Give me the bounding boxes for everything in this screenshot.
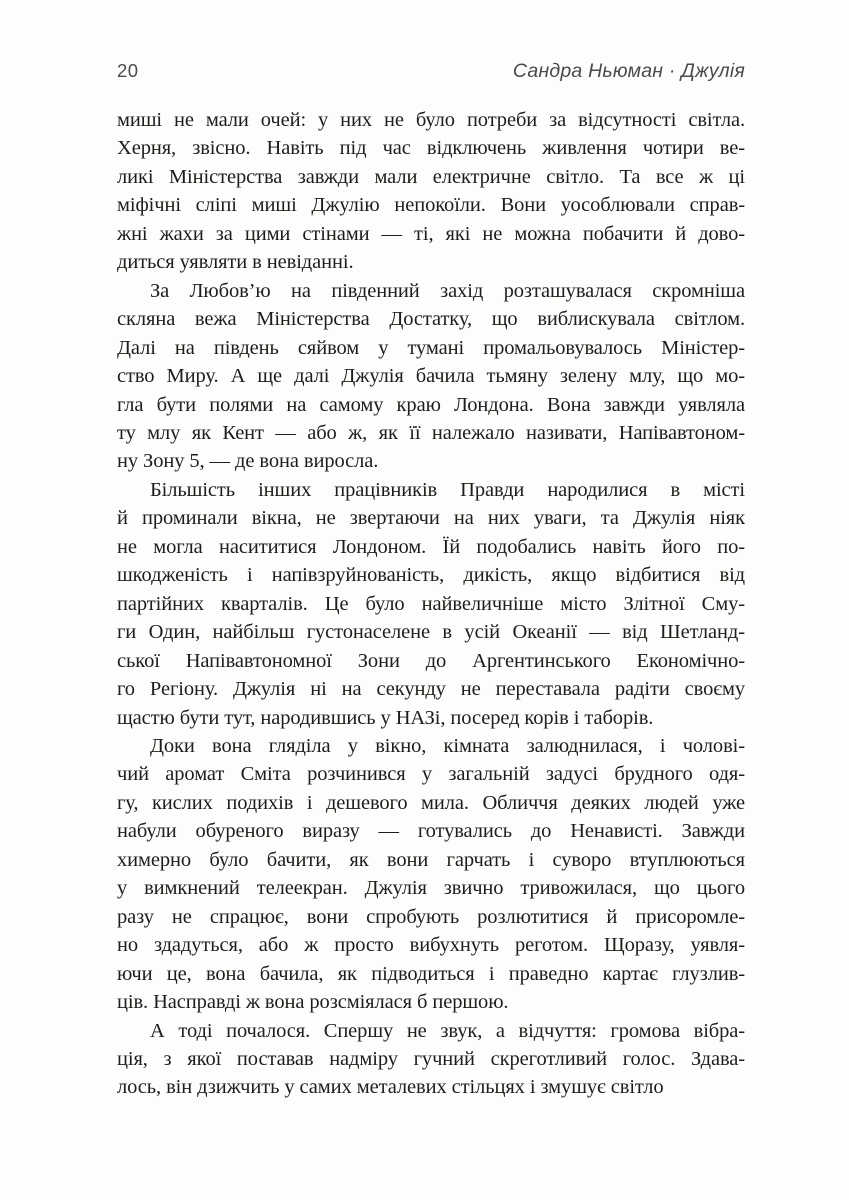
text-line: Більшість інших працівників Правди народилися в місті [150,478,745,501]
paragraph [117,106,745,277]
paragraph [117,277,745,476]
text-line: у вимкнений телеекран. Джулія звично тривожилася, що цього [117,877,745,900]
text-block [117,106,745,1102]
text-line: міфічні сліпі миші Джулію непокоїли. Вони уособлювали справ- [117,194,745,217]
text-line: но здадуться, або ж просто вибухнуть реготом. Щоразу, уявля- [117,934,745,957]
text-line: химерно було бачити, як вони гарчать і суворо втуплюються [117,848,745,871]
text-line: ство Миру. А ще далі Джулія бачила тьмяну зелену млу, що мо- [117,365,745,388]
text-line: ської Напівавтономної Зони до Аргентинського Економічно- [117,649,745,672]
text-line: щастю бути тут, народившись у НАЗі, посеред корів і таборів. [117,706,654,729]
paragraph [117,732,745,1017]
text-line: Херня, звісно. Навіть під час відключень живлення чотири ве- [117,137,745,160]
text-line: чий аромат Сміта розчинився у загальній задусі брудного одя- [117,763,745,786]
text-line: разу не спрацює, вони спробують розлютитися й присоромле- [117,905,745,928]
text-line: жні жахи за цими стінами — ті, які не можна побачити й дово- [117,222,745,245]
text-line: Далі на південь сяйвом у тумані промальовувалось Міністер- [117,336,745,359]
text-line: миші не мали очей: у них не було потреби за відсутності світла. [117,109,745,131]
text-line: ну Зону 5, — де вона виросла. [117,450,379,473]
paragraph [117,476,745,732]
text-line: гу, кислих подихів і дешевого мила. Обличчя деяких людей уже [117,791,745,814]
text-line: За Любов’ю на південний захід розташувалася скромніша [150,279,745,302]
text-line: А тоді почалося. Спершу не звук, а відчуття: громова вібра- [150,1019,745,1042]
page-number: 20 [117,60,139,81]
text-line: ги Один, найбільш густонаселене в усій Океанії — від Шетланд- [117,621,745,644]
text-line: шкодженість і напівзруйнованість, дикість, якщо відбитися від [117,564,745,587]
text-line: го Регіону. Джулія ні на секунду не переставала радіти своєму [117,678,745,701]
text-line: набули обуреного виразу — готувались до Ненависті. Завжди [117,820,745,843]
text-line: ців. Насправді ж вона розсміялася б першою. [117,991,509,1014]
text-line: партійних кварталів. Це було найвеличніше місто Злітної Сму- [117,592,745,615]
text-line: ція, з якої поставав надміру гучний скреготливий голос. Здава- [117,1047,745,1070]
text-line: лось, він дзижчить у самих металевих стільцях і змушує світло [117,1076,664,1099]
text-line: не могла насититися Лондоном. Їй подобались навіть його по- [117,535,745,558]
text-line: гла бути полями на самому краю Лондона. Вона завжди уявляла [117,393,745,416]
paragraph [117,1017,745,1102]
text-line: ликі Міністерства завжди мали електричне світло. Та все ж ці [117,165,745,188]
text-line: скляна вежа Міністерства Достатку, що виблискувала світлом. [117,308,745,331]
text-line: й проминали вікна, не звертаючи на них уваги, та Джулія ніяк [117,507,745,530]
text-line: ючи це, вона бачила, як підводиться і праведно картає глузлив- [117,962,745,985]
text-line: диться уявляти в невіданні. [117,251,354,274]
running-head: Сандра Ньюман · Джулія [512,60,745,82]
page-header [117,60,745,86]
text-line: ту млу як Кент — або ж, як її належало називати, Напівавтоном- [117,421,745,444]
text-line: Доки вона гляділа у вікно, кімната залюднилася, і чолові- [150,734,745,757]
